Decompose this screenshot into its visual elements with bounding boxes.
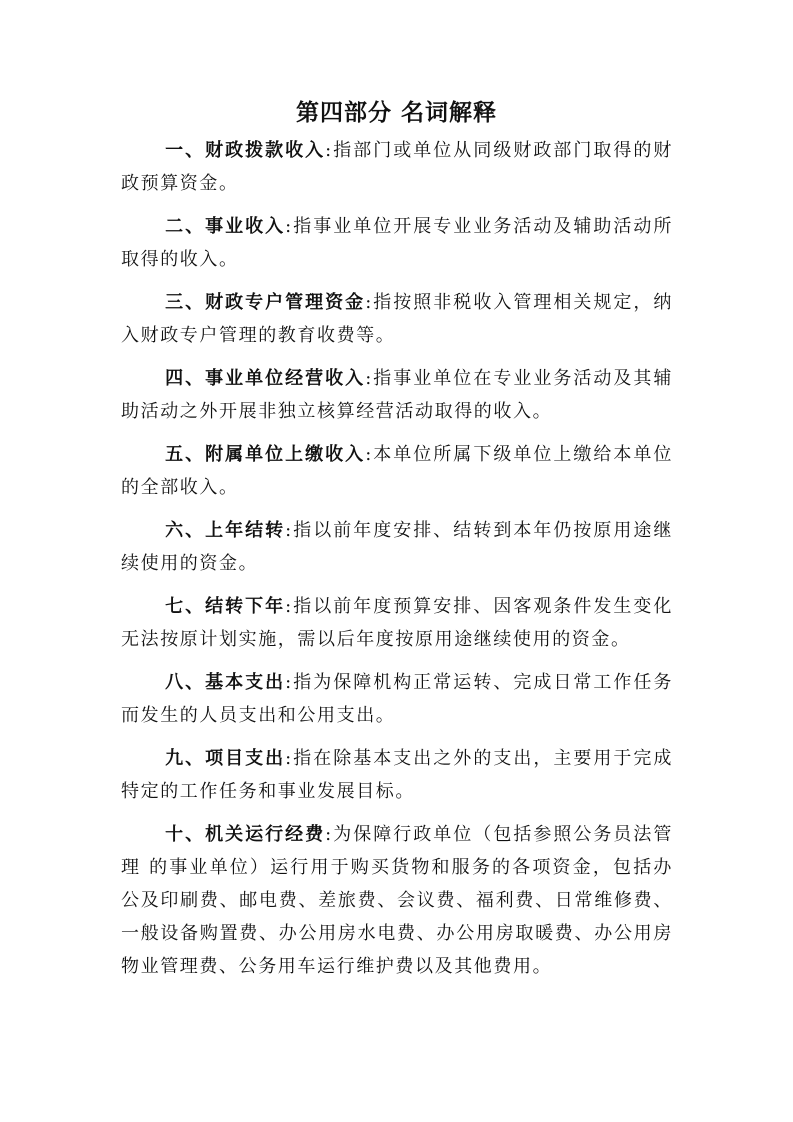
glossary-term: 十、机关运行经费 <box>165 824 326 845</box>
glossary-definition: 指在除基本支出之外的支出，主要用于完成特定的工作任务和事业发展目标。 <box>121 748 673 802</box>
glossary-definition: 指以前年度安排、结转到本年仍按原用途继 续使用的资金。 <box>121 520 673 574</box>
glossary-definition: 指按照非税收入管理相关规定，纳 入财政专户管理的教育收费等。 <box>121 292 673 346</box>
term-separator: : <box>325 824 333 845</box>
term-separator: : <box>285 748 293 769</box>
term-separator: : <box>285 520 293 541</box>
glossary-entry-3 <box>121 286 673 352</box>
glossary-term: 一、财政拨款收入 <box>165 140 326 161</box>
glossary-definition: 指部门或单位从同级财政部门取得的财政预算资金。 <box>121 140 673 194</box>
glossary-definition: 指为保障机构正常运转、完成日常工作任务 而发生的人员支出和公用支出。 <box>121 672 673 726</box>
term-separator: : <box>365 368 373 389</box>
glossary-entry-7 <box>121 590 673 656</box>
glossary-term: 五、附属单位上缴收入 <box>165 444 366 465</box>
glossary-entry-8 <box>121 666 673 732</box>
term-separator: : <box>285 672 293 693</box>
glossary-term: 九、项目支出 <box>165 748 286 769</box>
glossary-list <box>121 134 673 993</box>
glossary-entry-2 <box>121 210 673 276</box>
glossary-term: 八、基本支出 <box>165 672 286 693</box>
term-separator: : <box>285 596 293 617</box>
glossary-entry-9 <box>121 742 673 808</box>
glossary-entry-1 <box>121 134 673 200</box>
glossary-definition: 指事业单位在专业业务活动及其辅助活动之外开展非独立核算经营活动取得的收入。 <box>121 368 673 422</box>
glossary-definition: 本单位所属下级单位上缴给本单位 的全部收入。 <box>121 444 673 498</box>
glossary-entry-6 <box>121 514 673 580</box>
glossary-entry-10 <box>121 818 673 983</box>
term-separator: : <box>325 140 333 161</box>
glossary-definition: 指事业单位开展专业业务活动及辅助活动所 取得的收入。 <box>121 216 673 270</box>
page-title: 第四部分 名词解释 <box>295 100 497 126</box>
glossary-term: 六、上年结转 <box>165 520 286 541</box>
glossary-term: 三、财政专户管理资金 <box>165 292 366 313</box>
glossary-term: 七、结转下年 <box>165 596 286 617</box>
glossary-entry-4 <box>121 362 673 428</box>
glossary-term: 二、事业收入 <box>165 216 286 237</box>
glossary-term: 四、事业单位经营收入 <box>165 368 366 389</box>
glossary-definition: 为保障行政单位（包括参照公务员法管理 的事业单位）运行用于购买货物和服务的各项资金，包括办公及印刷费、邮电费、差旅费、会议费、福利费、日常维修费、一般设备购置费、办公用房水电费、办公用房取暖费、办公用房物业管理费、公务用车运行维护费以及其他费用。 <box>121 824 673 977</box>
term-separator: : <box>365 444 373 465</box>
term-separator: : <box>285 216 293 237</box>
glossary-definition: 指以前年度预算安排、因客观条件发生变化 无法按原计划实施，需以后年度按原用途继续使用的资金。 <box>121 596 673 650</box>
glossary-entry-5 <box>121 438 673 504</box>
term-separator: : <box>365 292 373 313</box>
